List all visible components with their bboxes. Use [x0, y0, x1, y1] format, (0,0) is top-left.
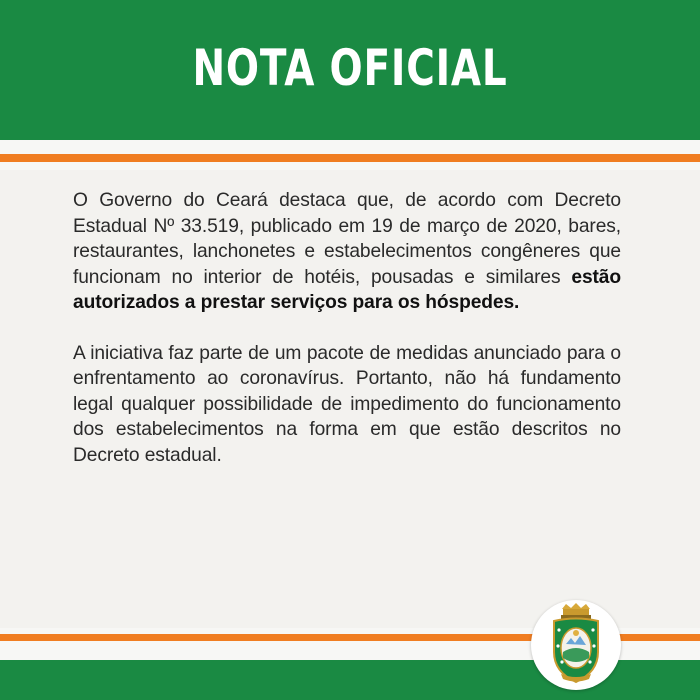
paragraph-2: A iniciativa faz parte de um pacote de medidas anunciado para o enfrentamento ao coronavírus. Portanto, não há fundamento legal qualquer possibilidade de impedimento do funcionamento dos estabelecimentos na forma em que estão descritos no Decreto estadual. [73, 342, 621, 466]
paragraph-1-text: O Governo do Ceará destaca que, de acordo com Decreto Estadual Nº 33.519, publicado em 19 de março de 2020, bares, restaurantes, lanchonetes e estabelecimentos congêneres que funcionam no interior de hotéis, pousadas e similares [73, 190, 621, 288]
seal-badge [531, 600, 621, 690]
announcement-text [73, 188, 621, 493]
top-white-stripe [0, 140, 700, 154]
page-title: NOTA OFICIAL [192, 39, 508, 97]
top-orange-stripe [0, 154, 700, 162]
header-banner [0, 0, 700, 140]
ceara-coat-of-arms-icon [531, 600, 621, 690]
paragraph-1-bold: estão autorizados a prestar serviços para os hóspedes. [73, 266, 621, 313]
paragraph-1 [73, 188, 621, 316]
top-white-stripe-lower [0, 162, 700, 170]
